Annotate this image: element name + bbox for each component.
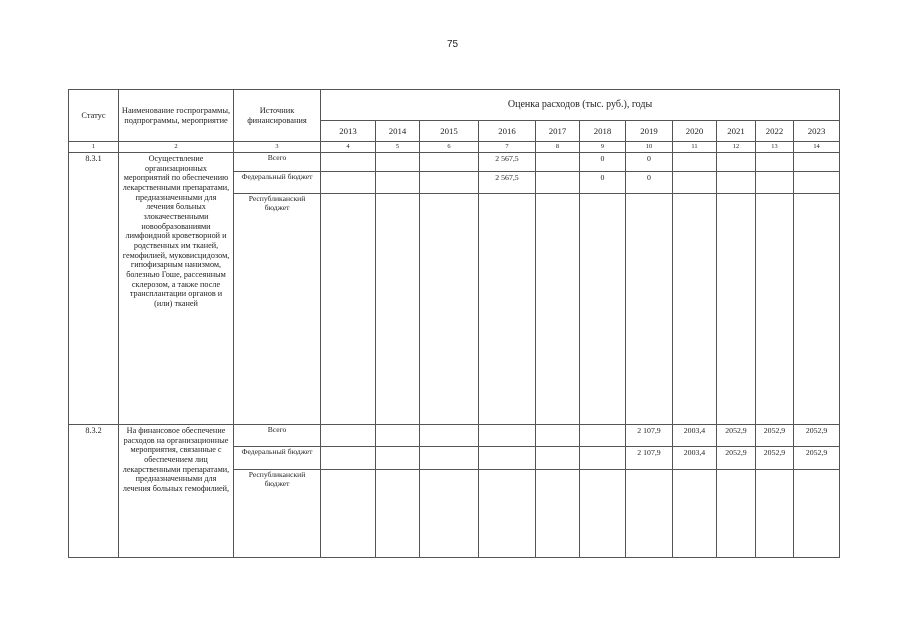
value-cell [756, 153, 794, 172]
table-row [69, 153, 840, 172]
column-number: 5 [376, 142, 420, 153]
value-cell [536, 470, 580, 558]
year-header: 2021 [717, 121, 756, 142]
value-cell: 2003,4 [673, 425, 717, 447]
source-label: Федеральный бюджет [234, 447, 321, 470]
column-number: 12 [717, 142, 756, 153]
value-cell [626, 470, 673, 558]
value-cell [420, 447, 479, 470]
year-header: 2015 [420, 121, 479, 142]
value-cell [794, 153, 840, 172]
value-cell [580, 425, 626, 447]
value-cell [536, 425, 580, 447]
value-cell [479, 447, 536, 470]
value-cell [717, 470, 756, 558]
value-cell [420, 425, 479, 447]
value-cell [756, 172, 794, 194]
value-cell [756, 194, 794, 425]
value-cell [321, 172, 376, 194]
year-header: 2022 [756, 121, 794, 142]
value-cell: 0 [626, 172, 673, 194]
column-number: 4 [321, 142, 376, 153]
column-number: 11 [673, 142, 717, 153]
row-name: Осуществление организационных мероприятий по обеспечению лекарственными препаратами, предназначенными для лечения больных злокачественными новообразованиями лимфоидной кроветворной и родственных им тканей, гемофилией, муковисцидозом, гипофизарным нанизмом, болезнью Гоше, рассеянным склерозом, а также после трансплантации органов и (или) тканей [119, 153, 234, 425]
page-number: 75 [446, 39, 459, 50]
value-cell [717, 172, 756, 194]
value-cell [376, 172, 420, 194]
column-number: 14 [794, 142, 840, 153]
column-number: 9 [580, 142, 626, 153]
source-label: Республиканский бюджет [234, 194, 321, 425]
value-cell [673, 172, 717, 194]
source-label: Всего [234, 153, 321, 172]
value-cell [580, 194, 626, 425]
row-status: 8.3.1 [69, 153, 119, 425]
row-name: На финансовое обеспечение расходов на организационные мероприятия, связанные с обеспечением лиц лекарственными препаратами, предназначенными для лечения больных гемофилией, [119, 425, 234, 558]
header-estimate: Оценка расходов (тыс. руб.), годы [321, 90, 840, 121]
year-header: 2023 [794, 121, 840, 142]
value-cell [321, 470, 376, 558]
value-cell: 2052,9 [717, 447, 756, 470]
value-cell: 0 [580, 172, 626, 194]
value-cell: 0 [626, 153, 673, 172]
header-status: Статус [69, 90, 119, 142]
value-cell: 2 107,9 [626, 425, 673, 447]
value-cell [420, 470, 479, 558]
value-cell: 2003,4 [673, 447, 717, 470]
value-cell [756, 470, 794, 558]
value-cell [376, 470, 420, 558]
value-cell [717, 153, 756, 172]
column-number: 10 [626, 142, 673, 153]
header-source: Источник финансирования [234, 90, 321, 142]
value-cell: 2052,9 [794, 425, 840, 447]
value-cell [376, 194, 420, 425]
value-cell [536, 172, 580, 194]
column-number: 6 [420, 142, 479, 153]
value-cell [626, 194, 673, 425]
value-cell [536, 194, 580, 425]
value-cell [580, 447, 626, 470]
value-cell [717, 194, 756, 425]
value-cell [673, 470, 717, 558]
value-cell [536, 153, 580, 172]
value-cell: 2 567,5 [479, 172, 536, 194]
column-number: 3 [234, 142, 321, 153]
value-cell [673, 153, 717, 172]
column-number: 2 [119, 142, 234, 153]
table-row [69, 425, 840, 447]
value-cell [420, 194, 479, 425]
value-cell [376, 425, 420, 447]
value-cell: 2 107,9 [626, 447, 673, 470]
value-cell [479, 470, 536, 558]
year-header: 2013 [321, 121, 376, 142]
value-cell [794, 470, 840, 558]
value-cell [321, 425, 376, 447]
value-cell [536, 447, 580, 470]
value-cell [479, 425, 536, 447]
value-cell [673, 194, 717, 425]
column-number: 1 [69, 142, 119, 153]
column-number-row [69, 142, 840, 153]
source-label: Всего [234, 425, 321, 447]
value-cell [321, 153, 376, 172]
column-number: 8 [536, 142, 580, 153]
value-cell [794, 172, 840, 194]
year-header: 2017 [536, 121, 580, 142]
value-cell [420, 153, 479, 172]
value-cell [420, 172, 479, 194]
value-cell: 2052,9 [717, 425, 756, 447]
value-cell [321, 194, 376, 425]
value-cell [479, 194, 536, 425]
value-cell [376, 153, 420, 172]
value-cell [794, 194, 840, 425]
source-label: Федеральный бюджет [234, 172, 321, 194]
year-header: 2019 [626, 121, 673, 142]
value-cell [376, 447, 420, 470]
value-cell [321, 447, 376, 470]
year-header: 2018 [580, 121, 626, 142]
row-status: 8.3.2 [69, 425, 119, 558]
value-cell [580, 470, 626, 558]
year-header: 2014 [376, 121, 420, 142]
column-number: 13 [756, 142, 794, 153]
year-header: 2020 [673, 121, 717, 142]
value-cell: 0 [580, 153, 626, 172]
expenditure-table [68, 89, 840, 558]
value-cell: 2052,9 [756, 447, 794, 470]
year-header: 2016 [479, 121, 536, 142]
header-name: Наименование госпрограммы, подпрограммы, мероприятие [119, 90, 234, 142]
source-label: Республиканский бюджет [234, 470, 321, 558]
value-cell: 2052,9 [756, 425, 794, 447]
column-number: 7 [479, 142, 536, 153]
value-cell: 2052,9 [794, 447, 840, 470]
value-cell: 2 567,5 [479, 153, 536, 172]
